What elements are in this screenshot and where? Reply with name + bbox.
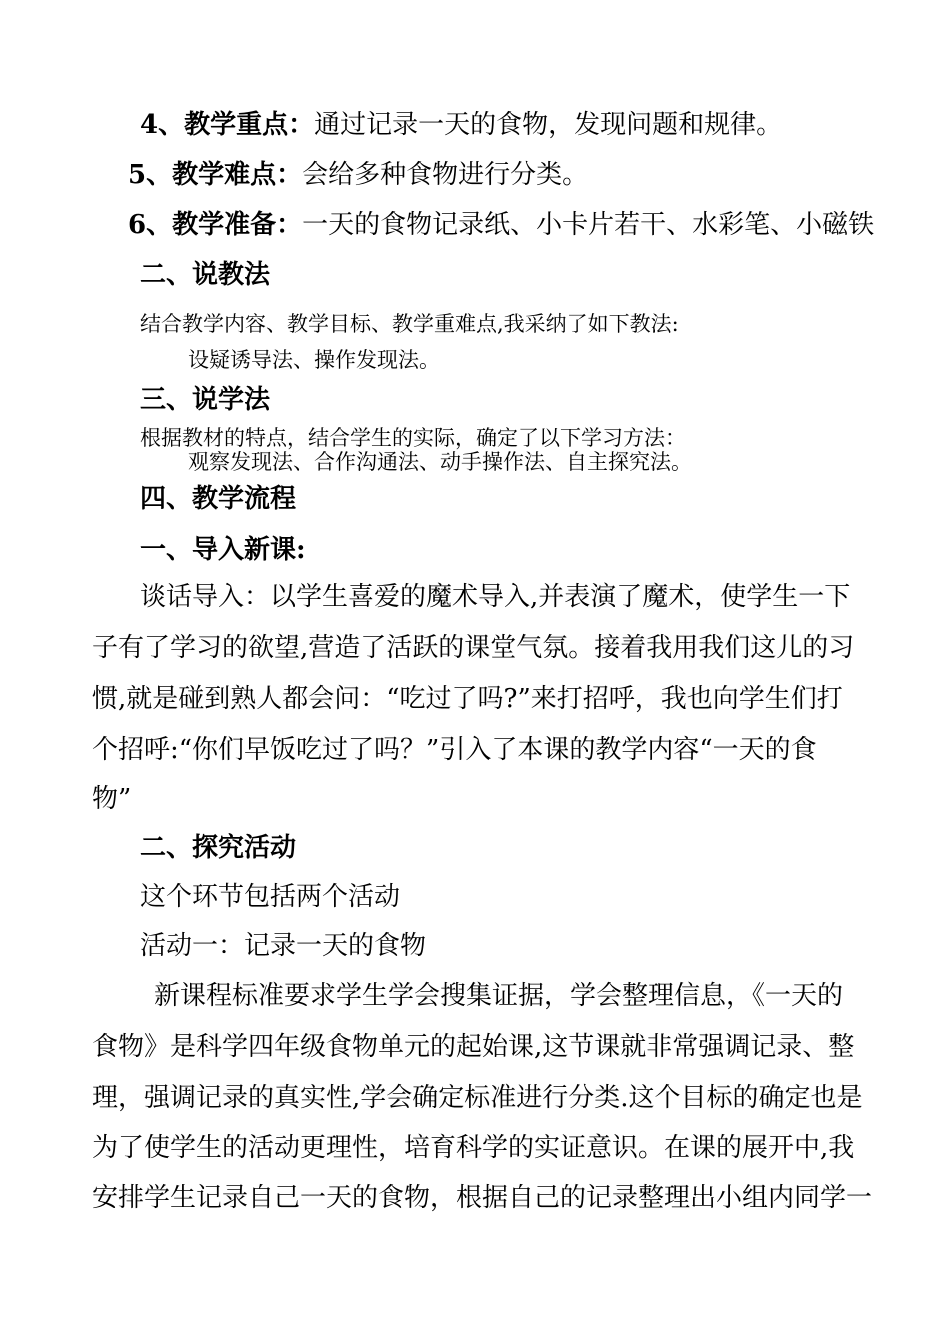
- body-line-1: 新课程标准要求学生学会搜集证据，学会整理信息，《一天的: [154, 981, 844, 1011]
- section4-heading: 四、教学流程: [140, 484, 297, 514]
- item-difficulty: [128, 162, 588, 188]
- section3-line2: 观察发现法、合作沟通法、动手操作法、自主探究法。: [188, 450, 692, 474]
- item-focus: [140, 112, 782, 138]
- intro-line-4: 个招呼:“你们早饭吃过了吗？”引入了本课的教学内容“一天的食: [92, 735, 817, 765]
- intro-line-5: 物”: [92, 784, 132, 814]
- sub1-heading: 一、导入新课:: [140, 535, 306, 565]
- body-line-4: 为了使学生的活动更理性，培育科学的实证意识。在课的展开中,我: [92, 1133, 855, 1163]
- item-focus-text: 通过记录一天的食物，发现问题和规律。: [314, 110, 783, 140]
- item-difficulty-label: 5、教学难点：: [128, 160, 303, 190]
- intro-line-3: 惯,就是碰到熟人都会问：“吃过了吗?”来打招呼，我也向学生们打: [92, 684, 843, 714]
- section3-heading: 三、说学法: [140, 385, 271, 415]
- sub2-line2: 活动一：记录一天的食物: [140, 931, 427, 961]
- sub2-heading: 二、探究活动: [140, 833, 297, 863]
- section2-line2: 设疑诱导法、操作发现法。: [188, 348, 440, 372]
- body-line-2: 食物》是科学四年级食物单元的起始课,这节课就非常强调记录、整: [92, 1032, 855, 1062]
- body-line-5: 安排学生记录自己一天的食物，根据自己的记录整理出小组内同学一: [92, 1183, 873, 1213]
- section3-line1: 根据教材的特点，结合学生的实际，确定了以下学习方法：: [140, 426, 686, 450]
- item-difficulty-text: 会给多种食物进行分类。: [302, 160, 589, 190]
- body-line-3: 理，强调记录的真实性,学会确定标准进行分类.这个目标的确定也是: [92, 1083, 863, 1113]
- item-preparation: [128, 212, 874, 238]
- section2-heading: 二、说教法: [140, 260, 271, 290]
- item-preparation-text: 一天的食物记录纸、小卡片若干、水彩笔、小磁铁: [302, 210, 875, 240]
- item-focus-label: 4、教学重点：: [140, 110, 315, 140]
- item-preparation-label: 6、教学准备：: [128, 210, 303, 240]
- intro-line-2: 子有了学习的欲望,营造了活跃的课堂气氛。接着我用我们这儿的习: [92, 633, 855, 663]
- section2-line1: 结合教学内容、教学目标、教学重难点,我采纳了如下教法:: [140, 312, 679, 336]
- sub2-line1: 这个环节包括两个活动: [140, 882, 401, 912]
- intro-line-1: 谈话导入：以学生喜爱的魔术导入,并表演了魔术，使学生一下: [140, 582, 851, 612]
